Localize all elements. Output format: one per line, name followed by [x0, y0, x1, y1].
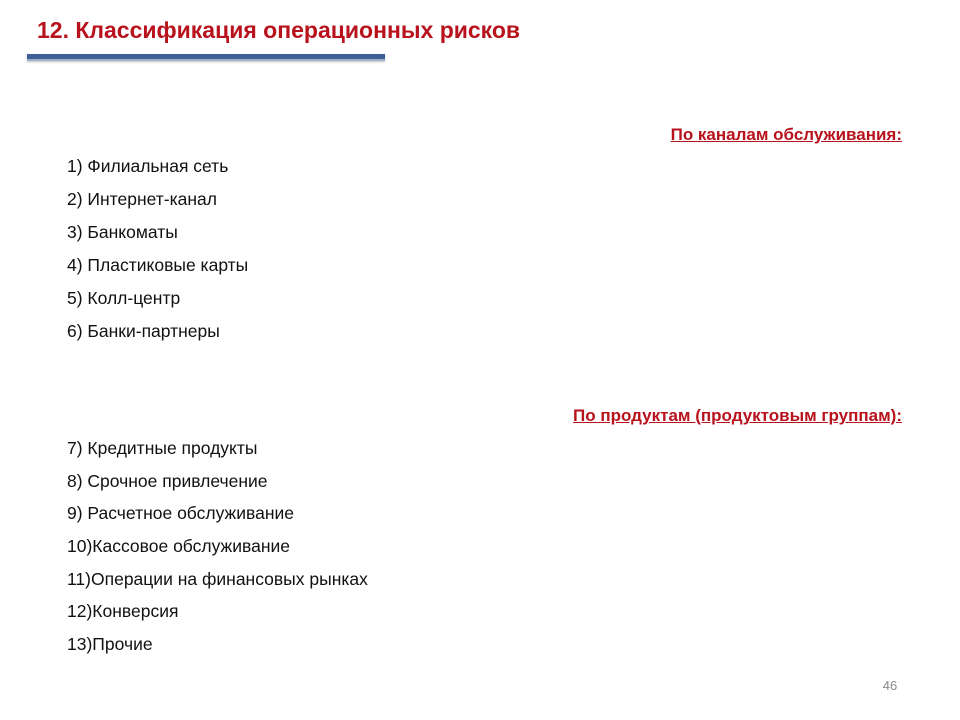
list-item: 6) Банки-партнеры	[67, 321, 220, 341]
list-item: 10)Кассовое обслуживание	[67, 536, 291, 557]
list-item: 1) Филиальная сеть	[67, 156, 229, 176]
list-item: 9) Расчетное обслуживание	[67, 503, 295, 524]
title-underline-bar	[27, 54, 385, 61]
page-title: 12. Классификация операционных рисков	[37, 17, 521, 43]
products-list	[67, 436, 368, 665]
list-item: 5) Колл-центр	[67, 288, 181, 308]
list-item: 11)Операции на финансовых рынках	[67, 568, 368, 589]
list-item: 7) Кредитные продукты	[67, 438, 258, 458]
channels-list	[67, 154, 248, 352]
section-heading-products: По продуктам (продуктовым группам):	[573, 406, 902, 425]
list-item: 12)Конверсия	[67, 601, 179, 622]
page-number: 46	[882, 678, 898, 693]
list-item: 2) Интернет-канал	[67, 189, 217, 209]
list-item: 8) Срочное привлечение	[67, 470, 268, 491]
list-item: 13)Прочие	[67, 634, 153, 655]
list-item: 4) Пластиковые карты	[67, 255, 249, 275]
list-item: 3) Банкоматы	[67, 222, 178, 242]
section-heading-channels: По каналам обслуживания:	[670, 125, 902, 144]
